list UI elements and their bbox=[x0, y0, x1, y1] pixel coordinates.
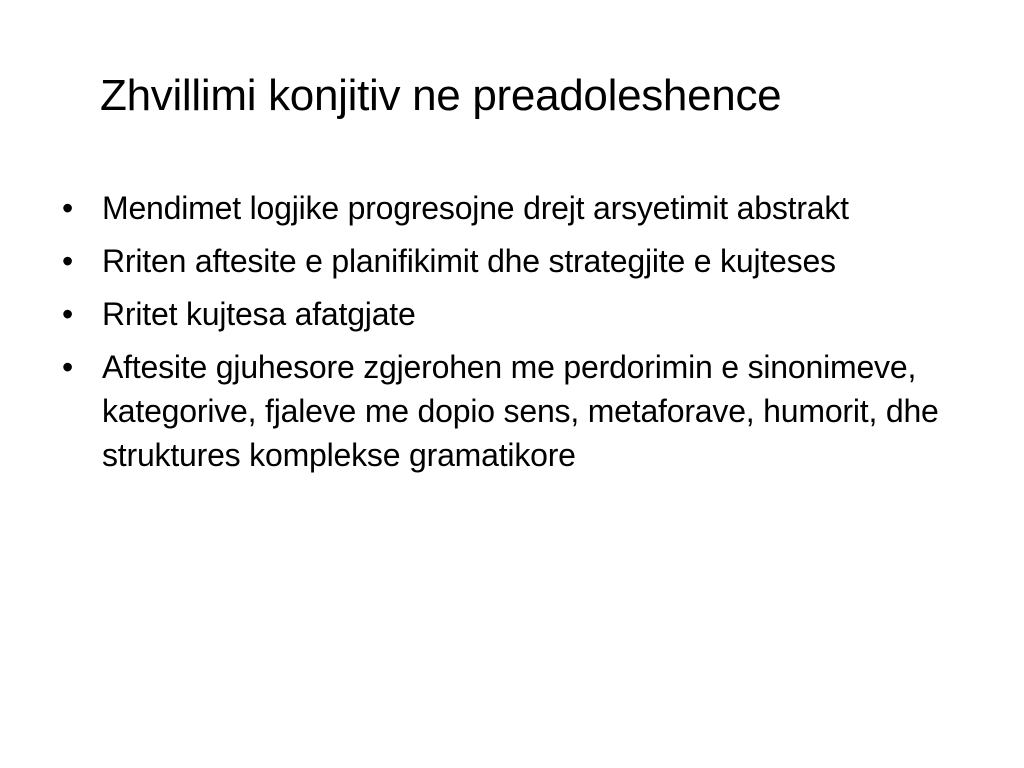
bullet-dot-icon: • bbox=[62, 243, 74, 279]
bullet-item bbox=[58, 239, 978, 283]
slide-title: Zhvillimi konjitiv ne preadoleshence bbox=[100, 71, 782, 120]
bullet-text: Mendimet logjike progresojne drejt arsyetimit abstrakt bbox=[102, 190, 849, 226]
bullet-list bbox=[58, 186, 978, 486]
bullet-dot-icon: • bbox=[62, 190, 74, 226]
bullet-dot-icon: • bbox=[62, 349, 74, 385]
bullet-item bbox=[58, 345, 978, 477]
bullet-text: Rritet kujtesa afatgjate bbox=[102, 296, 416, 332]
bullet-item bbox=[58, 186, 978, 230]
bullet-dot-icon: • bbox=[62, 296, 74, 332]
bullet-item bbox=[58, 292, 978, 336]
bullet-text: Rriten aftesite e planifikimit dhe strategjite e kujteses bbox=[102, 243, 836, 279]
bullet-text: Aftesite gjuhesore zgjerohen me perdorimin e sinonimeve, kategorive, fjaleve me dopio sens, metaforave, humorit, dhe struktures komplekse gramatikore bbox=[102, 349, 939, 473]
